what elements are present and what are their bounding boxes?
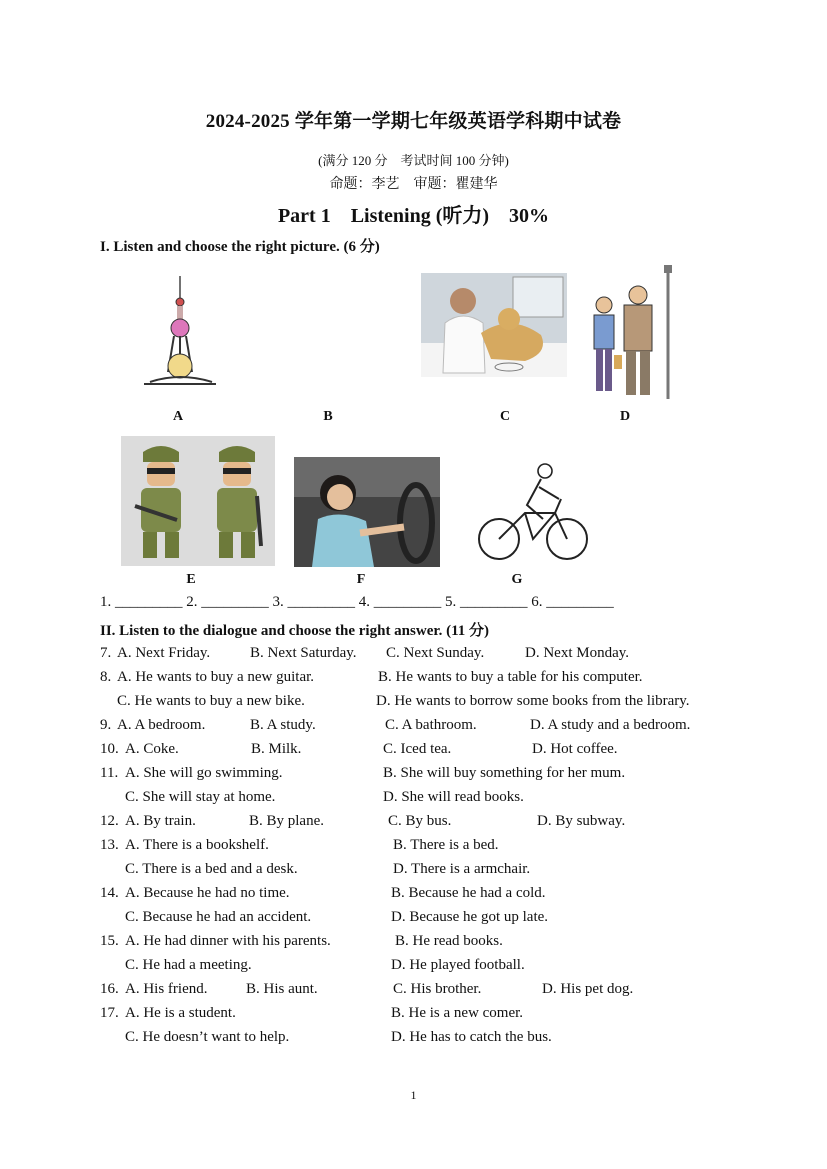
option-c: C. Next Sunday. [386,645,485,661]
option-d: D. Next Monday. [525,645,630,661]
option-d: D. By subway. [537,813,626,829]
picture-label-d: D [619,409,631,424]
option-a: A. He had dinner with his parents. [125,933,331,949]
part-title: Part 1 Listening (听力) 30% [277,205,550,227]
option-c: C. Because he had an accident. [125,909,312,925]
option-b: B. By plane. [249,813,324,829]
exam-score-time: (满分 120 分 考试时间 100 分钟) [318,153,509,168]
option-b: B. He is a new comer. [391,1005,524,1021]
picture-label-g: G [511,572,523,587]
exam-authors: 命题：李艺 审题：瞿建华 [329,177,498,192]
option-d: D. His pet dog. [542,981,634,997]
question-number: 14. [100,885,119,901]
question-number: 16. [100,981,119,997]
option-d: D. He wants to borrow some books from the library. [376,693,690,709]
option-c: C. She will stay at home. [125,789,276,805]
option-d: D. There is a armchair. [393,861,531,877]
page-number: 1 [410,1088,417,1102]
option-a: A. His friend. [125,981,208,997]
picture-label-c: C [499,409,511,424]
option-c: C. He had a meeting. [125,957,252,973]
soldiers-picture [121,436,275,566]
question-number: 12. [100,813,119,829]
picture-label-b: B [323,409,333,424]
helping-elderly-picture [586,263,690,401]
cyclist-picture [469,461,595,563]
picture-label-a: A [172,409,184,424]
option-d: D. She will read books. [383,789,524,805]
option-d: D. Because he got up late. [391,909,549,925]
exam-title: 2024-2025 学年第一学期七年级英语学科期中试卷 [205,111,622,132]
option-c: C. There is a bed and a desk. [125,861,298,877]
option-d: D. He has to catch the bus. [391,1029,552,1045]
section1-heading: I. Listen and choose the right picture. (6 分) [100,239,380,255]
option-a: A. A bedroom. [117,717,206,733]
question-number: 8. [100,669,112,685]
option-a: A. Coke. [125,741,179,757]
option-b: B. Milk. [251,741,302,757]
answer-blanks: 1. _________ 2. _________ 3. _________ 4. _________ 5. _________ 6. _________ [100,594,614,610]
section2-heading: II. Listen to the dialogue and choose the right answer. (11 分) [100,623,490,639]
option-c: C. His brother. [393,981,482,997]
option-c: C. A bathroom. [385,717,477,733]
option-b: B. There is a bed. [393,837,499,853]
option-b: B. He wants to buy a table for his computer. [378,669,643,685]
option-c: C. Iced tea. [383,741,452,757]
option-c: C. By bus. [388,813,452,829]
option-b: B. Next Saturday. [250,645,357,661]
option-d: D. Hot coffee. [532,741,618,757]
question-number: 9. [100,717,112,733]
option-a: A. Because he had no time. [125,885,290,901]
option-b: B. A study. [250,717,316,733]
option-a: A. He wants to buy a new guitar. [117,669,315,685]
question-number: 17. [100,1005,119,1021]
question-number: 13. [100,837,119,853]
option-d: D. A study and a bedroom. [530,717,691,733]
question-number: 10. [100,741,119,757]
option-c: C. He doesn’t want to help. [125,1029,290,1045]
option-b: B. Because he had a cold. [391,885,546,901]
question-number: 11. [100,765,119,781]
tv-tower-picture [140,276,220,390]
picture-label-e: E [186,572,196,587]
option-a: A. He is a student. [125,1005,236,1021]
option-b: B. She will buy something for her mum. [383,765,626,781]
picture-label-f: F [356,572,366,587]
option-b: B. He read books. [395,933,503,949]
option-a: A. There is a bookshelf. [125,837,269,853]
option-d: D. He played football. [391,957,525,973]
question-number: 7. [100,645,112,661]
option-a: A. She will go swimming. [125,765,283,781]
option-c: C. He wants to buy a new bike. [117,693,305,709]
question-number: 15. [100,933,119,949]
woman-driving-picture [294,457,440,567]
option-a: A. By train. [125,813,196,829]
vet-with-dog-picture [421,273,567,377]
option-b: B. His aunt. [246,981,318,997]
option-a: A. Next Friday. [117,645,211,661]
